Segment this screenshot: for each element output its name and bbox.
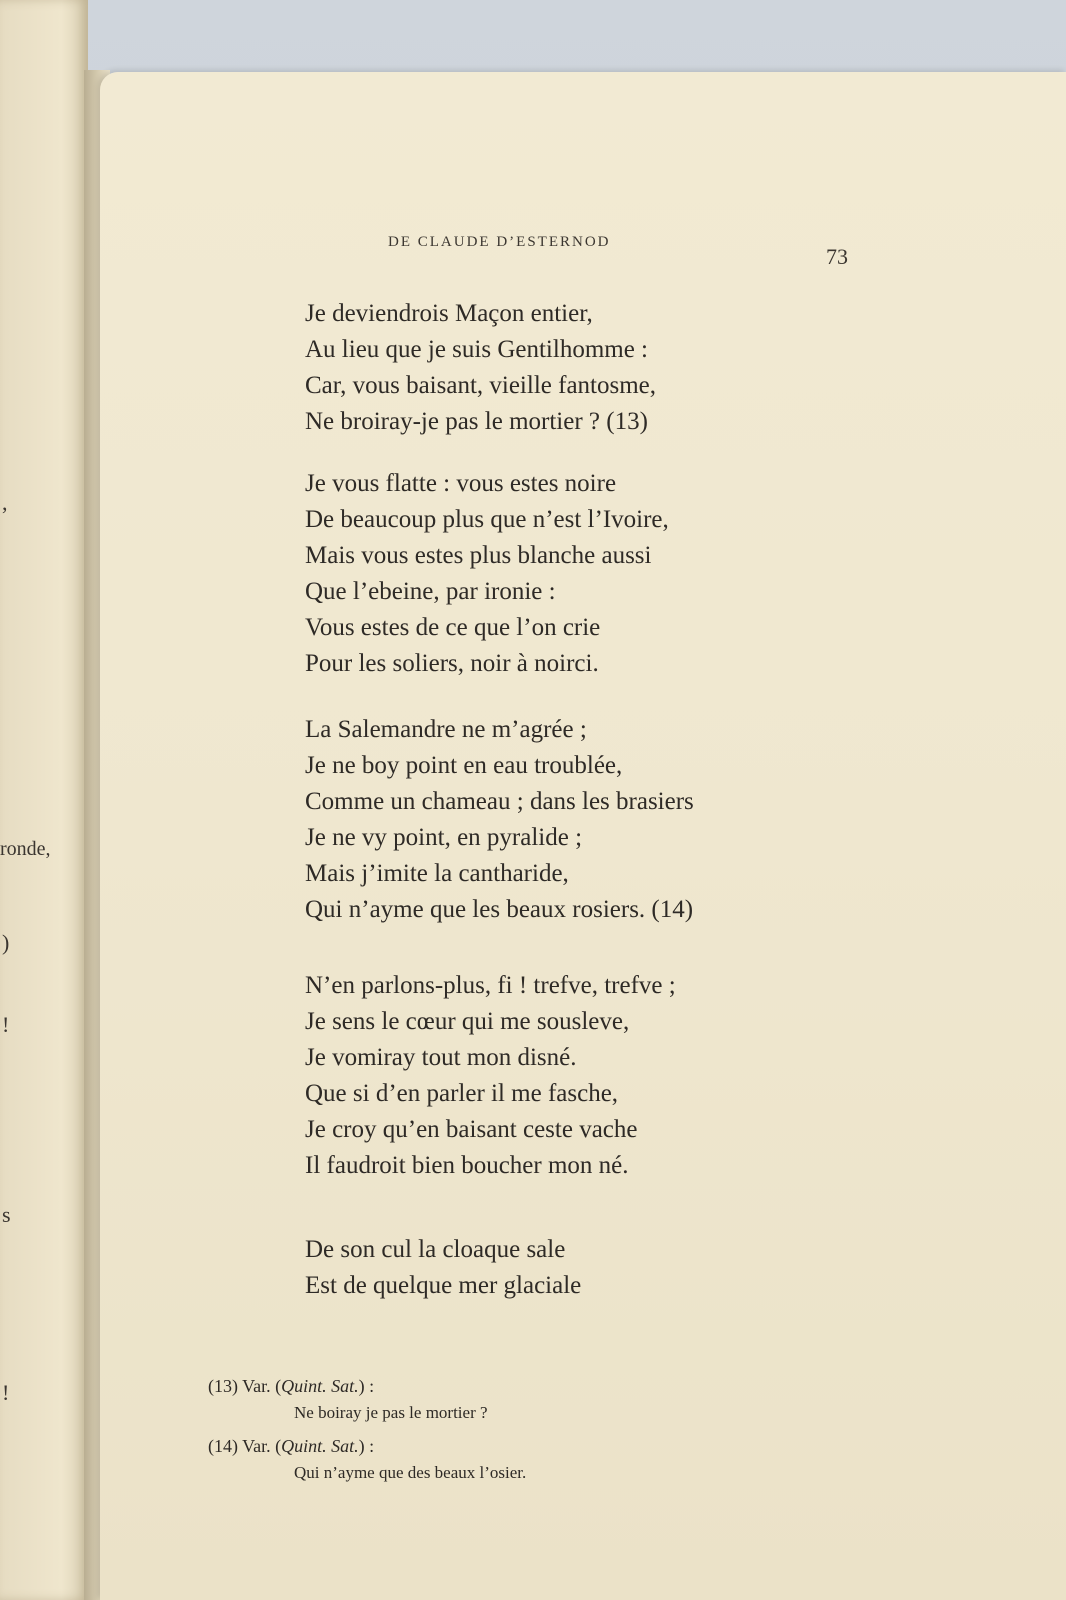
verse-line: Comme un chameau ; dans les brasiers [305,788,694,815]
verse-line: Est de quelque mer glaciale [305,1272,582,1299]
footnote-14 [208,1432,848,1486]
footnote-marker: (14) Var. ( [208,1436,282,1456]
verse-line: Ne broiray-je pas le mortier ? (13) [305,408,648,435]
verse-line: Vous estes de ce que l’on crie [305,614,601,641]
left-page-fragment: ) [2,930,10,955]
verse-line: Qui n’ayme que les beaux rosiers. (14) [305,896,694,923]
page-number: 73 [826,244,848,269]
verse-line: Que l’ebeine, par ironie : [305,578,556,605]
footnote-heading [208,1432,848,1460]
verse-line: La Salemandre ne m’agrée ; [305,716,587,743]
verse-line: Je ne boy point en eau troublée, [305,752,623,779]
stanza-5 [305,1232,865,1304]
footnote-source: Quint. Sat. [281,1436,359,1456]
footnote-heading [208,1372,848,1400]
footnote-13 [208,1372,848,1426]
footnote-source: Quint. Sat. [281,1376,359,1396]
verse-line: Car, vous baisant, vieille fantosme, [305,372,657,399]
verse-line: De son cul la cloaque sale [305,1236,566,1263]
stanza-2 [305,466,865,682]
verse-line: Je sens le cœur qui me sousleve, [305,1008,630,1035]
verse-line: Il faudroit bien boucher mon né. [305,1152,629,1179]
left-page-fragment: , [2,490,8,515]
verse-line: Je croy qu’en baisant ceste vache [305,1116,638,1143]
left-page-fragment: ! [2,1380,10,1405]
verse-line: De beaucoup plus que n’est l’Ivoire, [305,506,669,533]
left-page-edge [0,0,88,1600]
verse-line: Je vous flatte : vous estes noire [305,470,617,497]
footnote-text: Qui n’ayme que des beaux l’osier. [294,1463,527,1482]
verse-line: Je deviendrois Maçon entier, [305,300,593,327]
verse-line: N’en parlons-plus, fi ! trefve, trefve ; [305,972,676,999]
left-page-fragment: s [2,1202,11,1227]
verse-line: Mais vous estes plus blanche aussi [305,542,652,569]
verse-line: Je vomiray tout mon disné. [305,1044,577,1071]
verse-line: Mais j’imite la cantharide, [305,860,569,887]
footnote-after: ) : [358,1436,375,1456]
stanza-4 [305,968,865,1184]
left-page-fragment: ronde, [0,838,51,860]
running-head: DE CLAUDE D’ESTERNOD [388,234,611,250]
verse-line: Pour les soliers, noir à noirci. [305,650,599,677]
verse-line: Je ne vy point, en pyralide ; [305,824,583,851]
footnote-text: Ne boiray je pas le mortier ? [294,1403,488,1422]
footnotes [208,1372,848,1492]
left-page-fragment: ! [2,1012,10,1037]
stanza-3 [305,712,865,928]
footnote-marker: (13) Var. ( [208,1376,282,1396]
verse-line: Que si d’en parler il me fasche, [305,1080,619,1107]
stanza-1 [305,296,865,440]
verse-line: Au lieu que je suis Gentilhomme : [305,336,649,363]
footnote-after: ) : [358,1376,375,1396]
